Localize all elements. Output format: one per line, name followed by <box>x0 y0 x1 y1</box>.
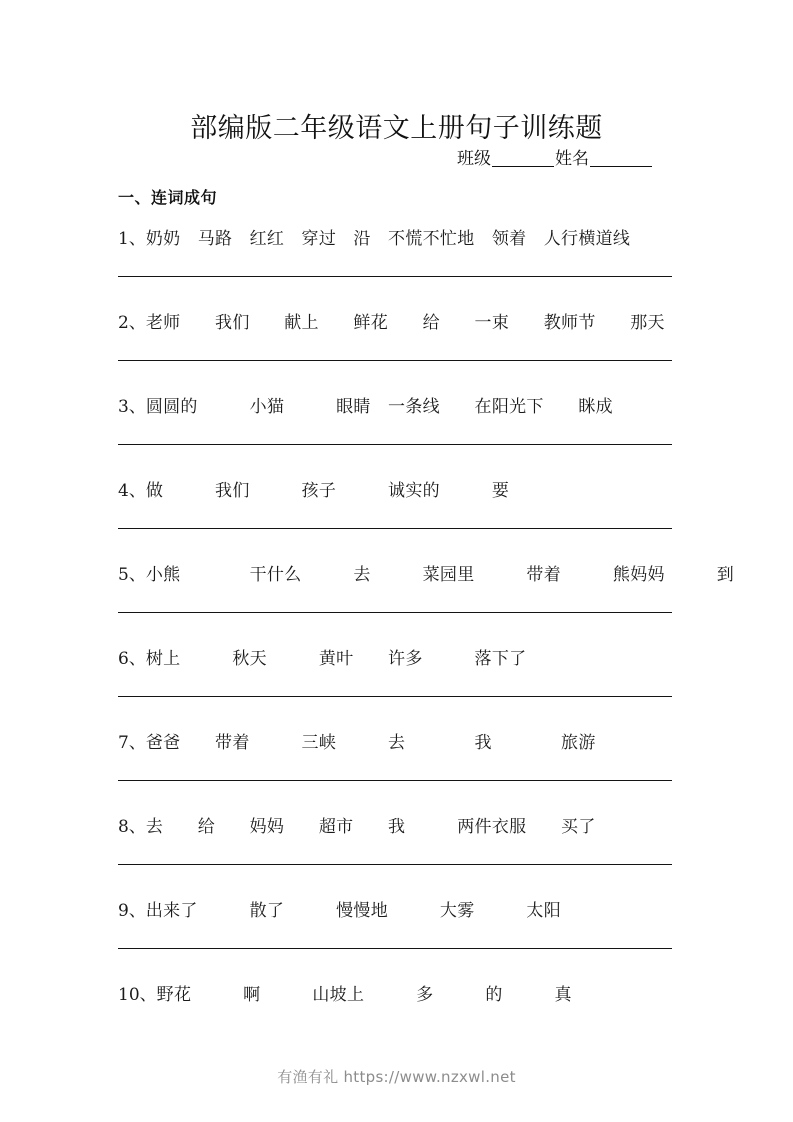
question-number: 2、 <box>118 313 146 333</box>
answer-line[interactable] <box>118 528 672 529</box>
question-text <box>118 898 698 924</box>
question-item <box>0 562 793 646</box>
question-number: 3、 <box>118 397 146 417</box>
question-words: 去 给 妈妈 超市 我 两件衣服 买了 <box>145 817 596 837</box>
question-number: 8、 <box>118 817 146 837</box>
question-text <box>118 562 735 588</box>
answer-line[interactable] <box>118 276 672 277</box>
class-blank-field[interactable] <box>492 149 554 167</box>
question-item <box>0 982 793 1066</box>
page-title: 部编版二年级语文上册句子训练题 <box>190 113 603 145</box>
question-text <box>118 310 698 336</box>
question-words: 出来了 散了 慢慢地 大雾 太阳 <box>145 901 562 921</box>
student-info-line <box>457 146 653 172</box>
question-text <box>118 478 698 504</box>
question-number: 1、 <box>118 229 146 249</box>
question-number: 5、 <box>118 565 146 585</box>
question-item <box>0 226 793 310</box>
question-item <box>0 310 793 394</box>
question-words: 奶奶 马路 红红 穿过 沿 不慌不忙地 领着 人行横道线 <box>145 229 631 249</box>
question-number: 9、 <box>118 901 146 921</box>
question-words: 爸爸 带着 三峡 去 我 旅游 <box>145 733 596 753</box>
question-item <box>0 730 793 814</box>
question-item <box>0 394 793 478</box>
question-item <box>0 814 793 898</box>
question-number: 4、 <box>118 481 146 501</box>
question-words: 小熊 干什么 去 菜园里 带着 熊妈妈 到 <box>145 565 735 585</box>
question-text <box>118 982 698 1008</box>
question-item <box>0 898 793 982</box>
section-heading-1: 一、连词成句 <box>118 188 218 207</box>
question-item <box>0 478 793 562</box>
question-words: 老师 我们 献上 鲜花 给 一束 教师节 那天 <box>145 313 665 333</box>
question-number: 7、 <box>118 733 146 753</box>
question-text <box>118 394 698 420</box>
question-words: 野花 啊 山坡上 多 的 真 <box>156 985 572 1005</box>
class-label: 班级 <box>457 149 491 169</box>
answer-line[interactable] <box>118 696 672 697</box>
question-text <box>118 814 698 840</box>
answer-line[interactable] <box>118 948 672 949</box>
question-text <box>118 730 698 756</box>
footer-watermark: 有渔有礼 https://www.nzxwl.net <box>277 1068 516 1086</box>
question-words: 做 我们 孩子 诚实的 要 <box>145 481 510 501</box>
question-words: 树上 秋天 黄叶 许多 落下了 <box>145 649 527 669</box>
answer-line[interactable] <box>118 444 672 445</box>
answer-line[interactable] <box>118 864 672 865</box>
answer-line[interactable] <box>118 360 672 361</box>
answer-line[interactable] <box>118 780 672 781</box>
question-text <box>118 226 698 252</box>
question-words: 圆圆的 小猫 眼睛 一条线 在阳光下 眯成 <box>145 397 613 417</box>
name-label: 姓名 <box>555 149 589 169</box>
question-number: 10、 <box>118 985 157 1005</box>
question-list <box>0 226 793 1066</box>
question-number: 6、 <box>118 649 146 669</box>
name-blank-field[interactable] <box>590 149 652 167</box>
answer-line[interactable] <box>118 612 672 613</box>
question-item <box>0 646 793 730</box>
question-text <box>118 646 698 672</box>
